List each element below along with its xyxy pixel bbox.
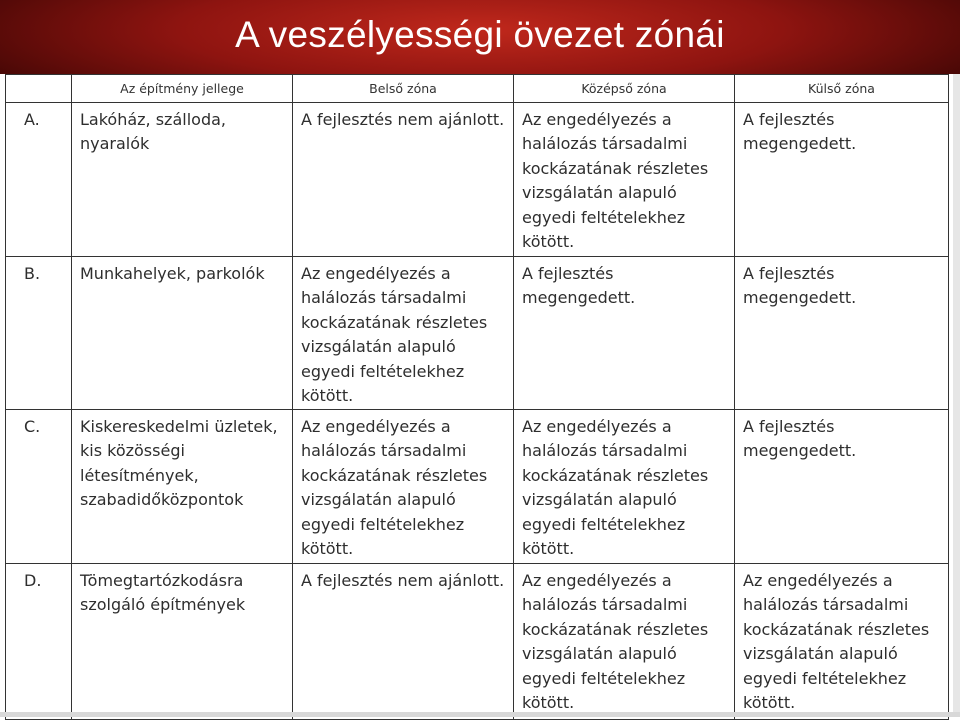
cell-outer-zone: Az engedélyezés a halálozás társadalmi kockázatának részletes vizsgálatán alapuló egyedi feltételekhez kötött. [735,564,949,720]
header-outer-zone: Külső zóna [735,75,949,103]
cell-building-type: Tömegtartózkodásra szolgáló építmények [72,564,293,720]
cell-inner-zone: A fejlesztés nem ajánlott. [293,564,514,720]
slide-title: A veszélyességi övezet zónái [235,14,725,55]
cell-inner-zone: A fejlesztés nem ajánlott. [293,103,514,257]
header-building-type: Az építmény jellege [72,75,293,103]
table-row [6,410,949,564]
row-id: A. [6,103,72,257]
cell-outer-zone: A fejlesztés megengedett. [735,103,949,257]
slide-edge-right [953,74,960,717]
zones-table-container [5,74,953,712]
row-id: C. [6,410,72,564]
table-row [6,564,949,720]
cell-middle-zone: A fejlesztés megengedett. [514,257,735,410]
cell-building-type: Munkahelyek, parkolók [72,257,293,410]
cell-middle-zone: Az engedélyezés a halálozás társadalmi kockázatának részletes vizsgálatán alapuló egyedi feltételekhez kötött. [514,410,735,564]
cell-middle-zone: Az engedélyezés a halálozás társadalmi kockázatának részletes vizsgálatán alapuló egyedi feltételekhez kötött. [514,103,735,257]
table-row [6,103,949,257]
zones-table [5,74,949,720]
table-row [6,257,949,410]
cell-outer-zone: A fejlesztés megengedett. [735,410,949,564]
header-inner-zone: Belső zóna [293,75,514,103]
cell-middle-zone: Az engedélyezés a halálozás társadalmi kockázatának részletes vizsgálatán alapuló egyedi feltételekhez kötött. [514,564,735,720]
cell-building-type: Lakóház, szálloda, nyaralók [72,103,293,257]
table-header-row [6,75,949,103]
cell-inner-zone: Az engedélyezés a halálozás társadalmi kockázatának részletes vizsgálatán alapuló egyedi feltételekhez kötött. [293,410,514,564]
row-id: B. [6,257,72,410]
header-id [6,75,72,103]
cell-inner-zone: Az engedélyezés a halálozás társadalmi kockázatának részletes vizsgálatán alapuló egyedi feltételekhez kötött. [293,257,514,410]
cell-building-type: Kiskereskedelmi üzletek, kis közösségi létesítmények, szabadidőközpontok [72,410,293,564]
row-id: D. [6,564,72,720]
cell-outer-zone: A fejlesztés megengedett. [735,257,949,410]
header-middle-zone: Középső zóna [514,75,735,103]
slide-edge-bottom [0,712,960,717]
